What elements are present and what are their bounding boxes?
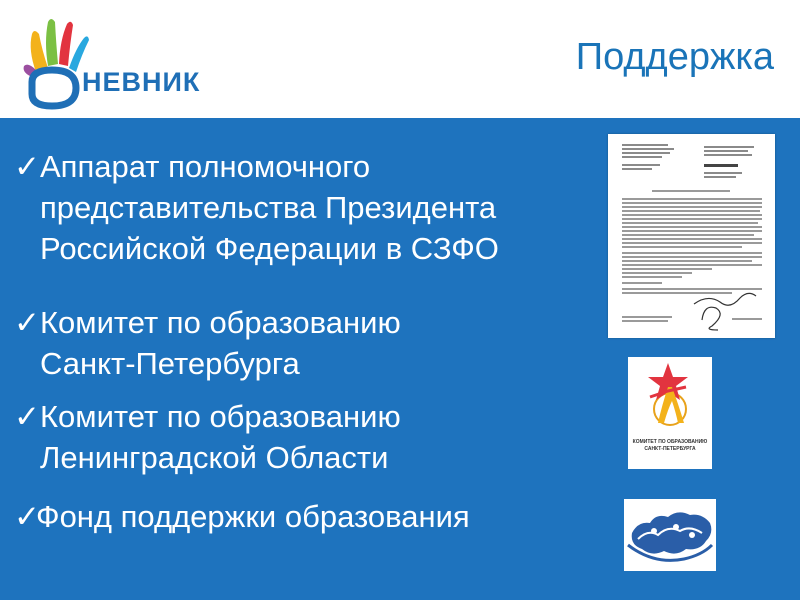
emblem-caption — [628, 439, 712, 453]
page-title: Поддержка — [575, 36, 774, 78]
bullet-text-line: Санкт-Петербурга — [40, 346, 300, 381]
bullet-text-line: Фонд поддержки образования — [36, 499, 470, 534]
star-person-emblem-icon — [628, 357, 712, 441]
russia-map-icon — [624, 499, 716, 571]
check-icon: ✓ — [14, 305, 40, 340]
bullet-text-line: Ленинградской Области — [40, 440, 389, 475]
bullet-text-line: Комитет по образованию — [40, 305, 401, 340]
bullet-text-line: Аппарат полномочного — [40, 149, 371, 184]
bullet-item-committee-spb — [14, 302, 401, 384]
committee-emblem-image — [628, 357, 712, 469]
header — [0, 0, 800, 118]
bullet-item-committee-lo — [14, 396, 401, 478]
check-icon: ✓ — [14, 399, 40, 434]
support-letter-image — [608, 134, 775, 338]
logo-text: НЕВНИК — [82, 67, 201, 97]
dnevnik-logo[interactable] — [18, 14, 208, 110]
bullet-text-line: Комитет по образованию — [40, 399, 401, 434]
emblem-caption-line: КОМИТЕТ ПО ОБРАЗОВАНИЮ — [632, 439, 708, 445]
bullet-text-line: Российской Федерации в СЗФО — [40, 231, 499, 266]
bullet-item-education-fund — [14, 496, 470, 537]
check-icon: ✓ — [14, 499, 40, 534]
bullet-text-line: представительства Президента — [40, 190, 497, 225]
check-icon: ✓ — [14, 149, 40, 184]
emblem-caption-line: САНКТ-ПЕТЕРБУРГА — [644, 446, 696, 452]
fund-map-logo-image — [624, 499, 716, 571]
letter-document-icon — [608, 134, 775, 338]
bullet-item-plenipotentiary — [14, 146, 499, 269]
